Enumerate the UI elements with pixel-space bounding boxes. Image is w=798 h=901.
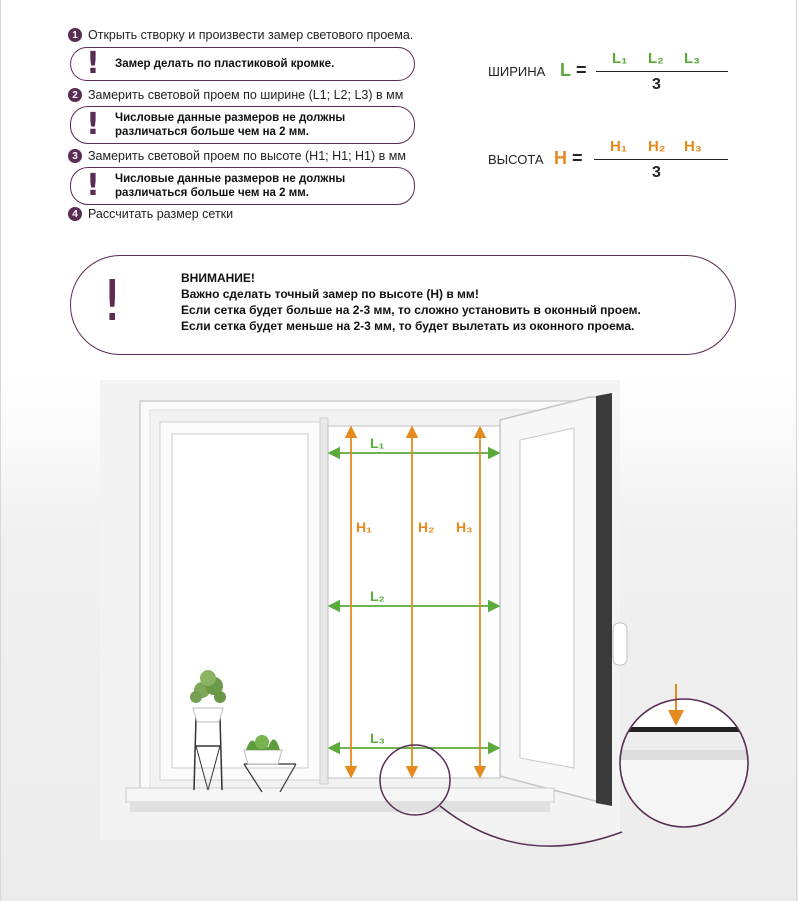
light-opening <box>328 426 500 778</box>
window-sill <box>126 788 554 802</box>
note-line: Числовые данные размеров не должны <box>115 173 346 185</box>
open-sash-glass <box>520 428 574 768</box>
formula-term: L₁ <box>612 50 628 67</box>
formula-denominator: 3 <box>652 164 661 181</box>
label-l1: L₁ <box>370 435 385 451</box>
formula-variable: L <box>560 60 571 80</box>
exclamation-icon: ! <box>101 269 124 334</box>
formula-term: L₃ <box>684 50 701 67</box>
label-h2: H₂ <box>418 519 435 535</box>
step-text: Замерить световой проем по высоте (H1; H1; H1) в мм <box>88 149 406 163</box>
label-h1: H₁ <box>356 519 372 535</box>
formula-term: H₃ <box>684 138 702 155</box>
formula-equals: = <box>572 148 583 168</box>
label-l3: L₃ <box>370 730 386 746</box>
sash-edge <box>596 393 612 806</box>
sill-shadow <box>130 802 550 812</box>
formula-label: ШИРИНА <box>488 64 546 79</box>
warning-title: ВНИМАНИЕ! <box>181 271 255 285</box>
warning-line: Если сетка будет меньше на 2-3 мм, то будет вылетать из оконного проема. <box>181 319 635 333</box>
note-line: Числовые данные размеров не должны <box>115 112 346 124</box>
formula-variable: H <box>554 148 567 168</box>
label-l2: L₂ <box>370 588 385 604</box>
formula-denominator: 3 <box>652 76 661 93</box>
step-number: 1 <box>68 28 82 42</box>
exclamation-icon: ! <box>86 107 100 142</box>
formula-term: H₂ <box>648 138 666 155</box>
note-line: различаться больше чем на 2 мм. <box>115 187 309 199</box>
formula-equals: = <box>576 60 587 80</box>
step-text: Рассчитать размер сетки <box>88 207 234 221</box>
formula-term: H₁ <box>610 138 628 155</box>
magnified-detail <box>618 684 752 830</box>
exclamation-icon: ! <box>86 46 100 81</box>
left-glass <box>172 434 308 768</box>
warning-line: Важно сделать точный замер по высоте (Н) в мм! <box>181 287 479 301</box>
note-text: Замер делать по пластиковой кромке. <box>115 58 335 70</box>
formula-term: L₂ <box>648 50 664 67</box>
label-h3: H₃ <box>456 519 473 535</box>
step-text: Открыть створку и произвести замер светового проема. <box>88 28 414 42</box>
step-number: 4 <box>68 207 82 221</box>
step-number: 3 <box>68 149 82 163</box>
formula-label: ВЫСОТА <box>488 152 544 167</box>
step-number: 2 <box>68 88 82 102</box>
note-line: различаться больше чем на 2 мм. <box>115 126 309 138</box>
warning-line: Если сетка будет больше на 2-3 мм, то сложно установить в оконный проем. <box>181 303 641 317</box>
exclamation-icon: ! <box>86 168 100 203</box>
mullion <box>320 418 328 784</box>
step-text: Замерить световой проем по ширине (L1; L2; L3) в мм <box>88 88 404 102</box>
window-handle <box>613 623 627 665</box>
